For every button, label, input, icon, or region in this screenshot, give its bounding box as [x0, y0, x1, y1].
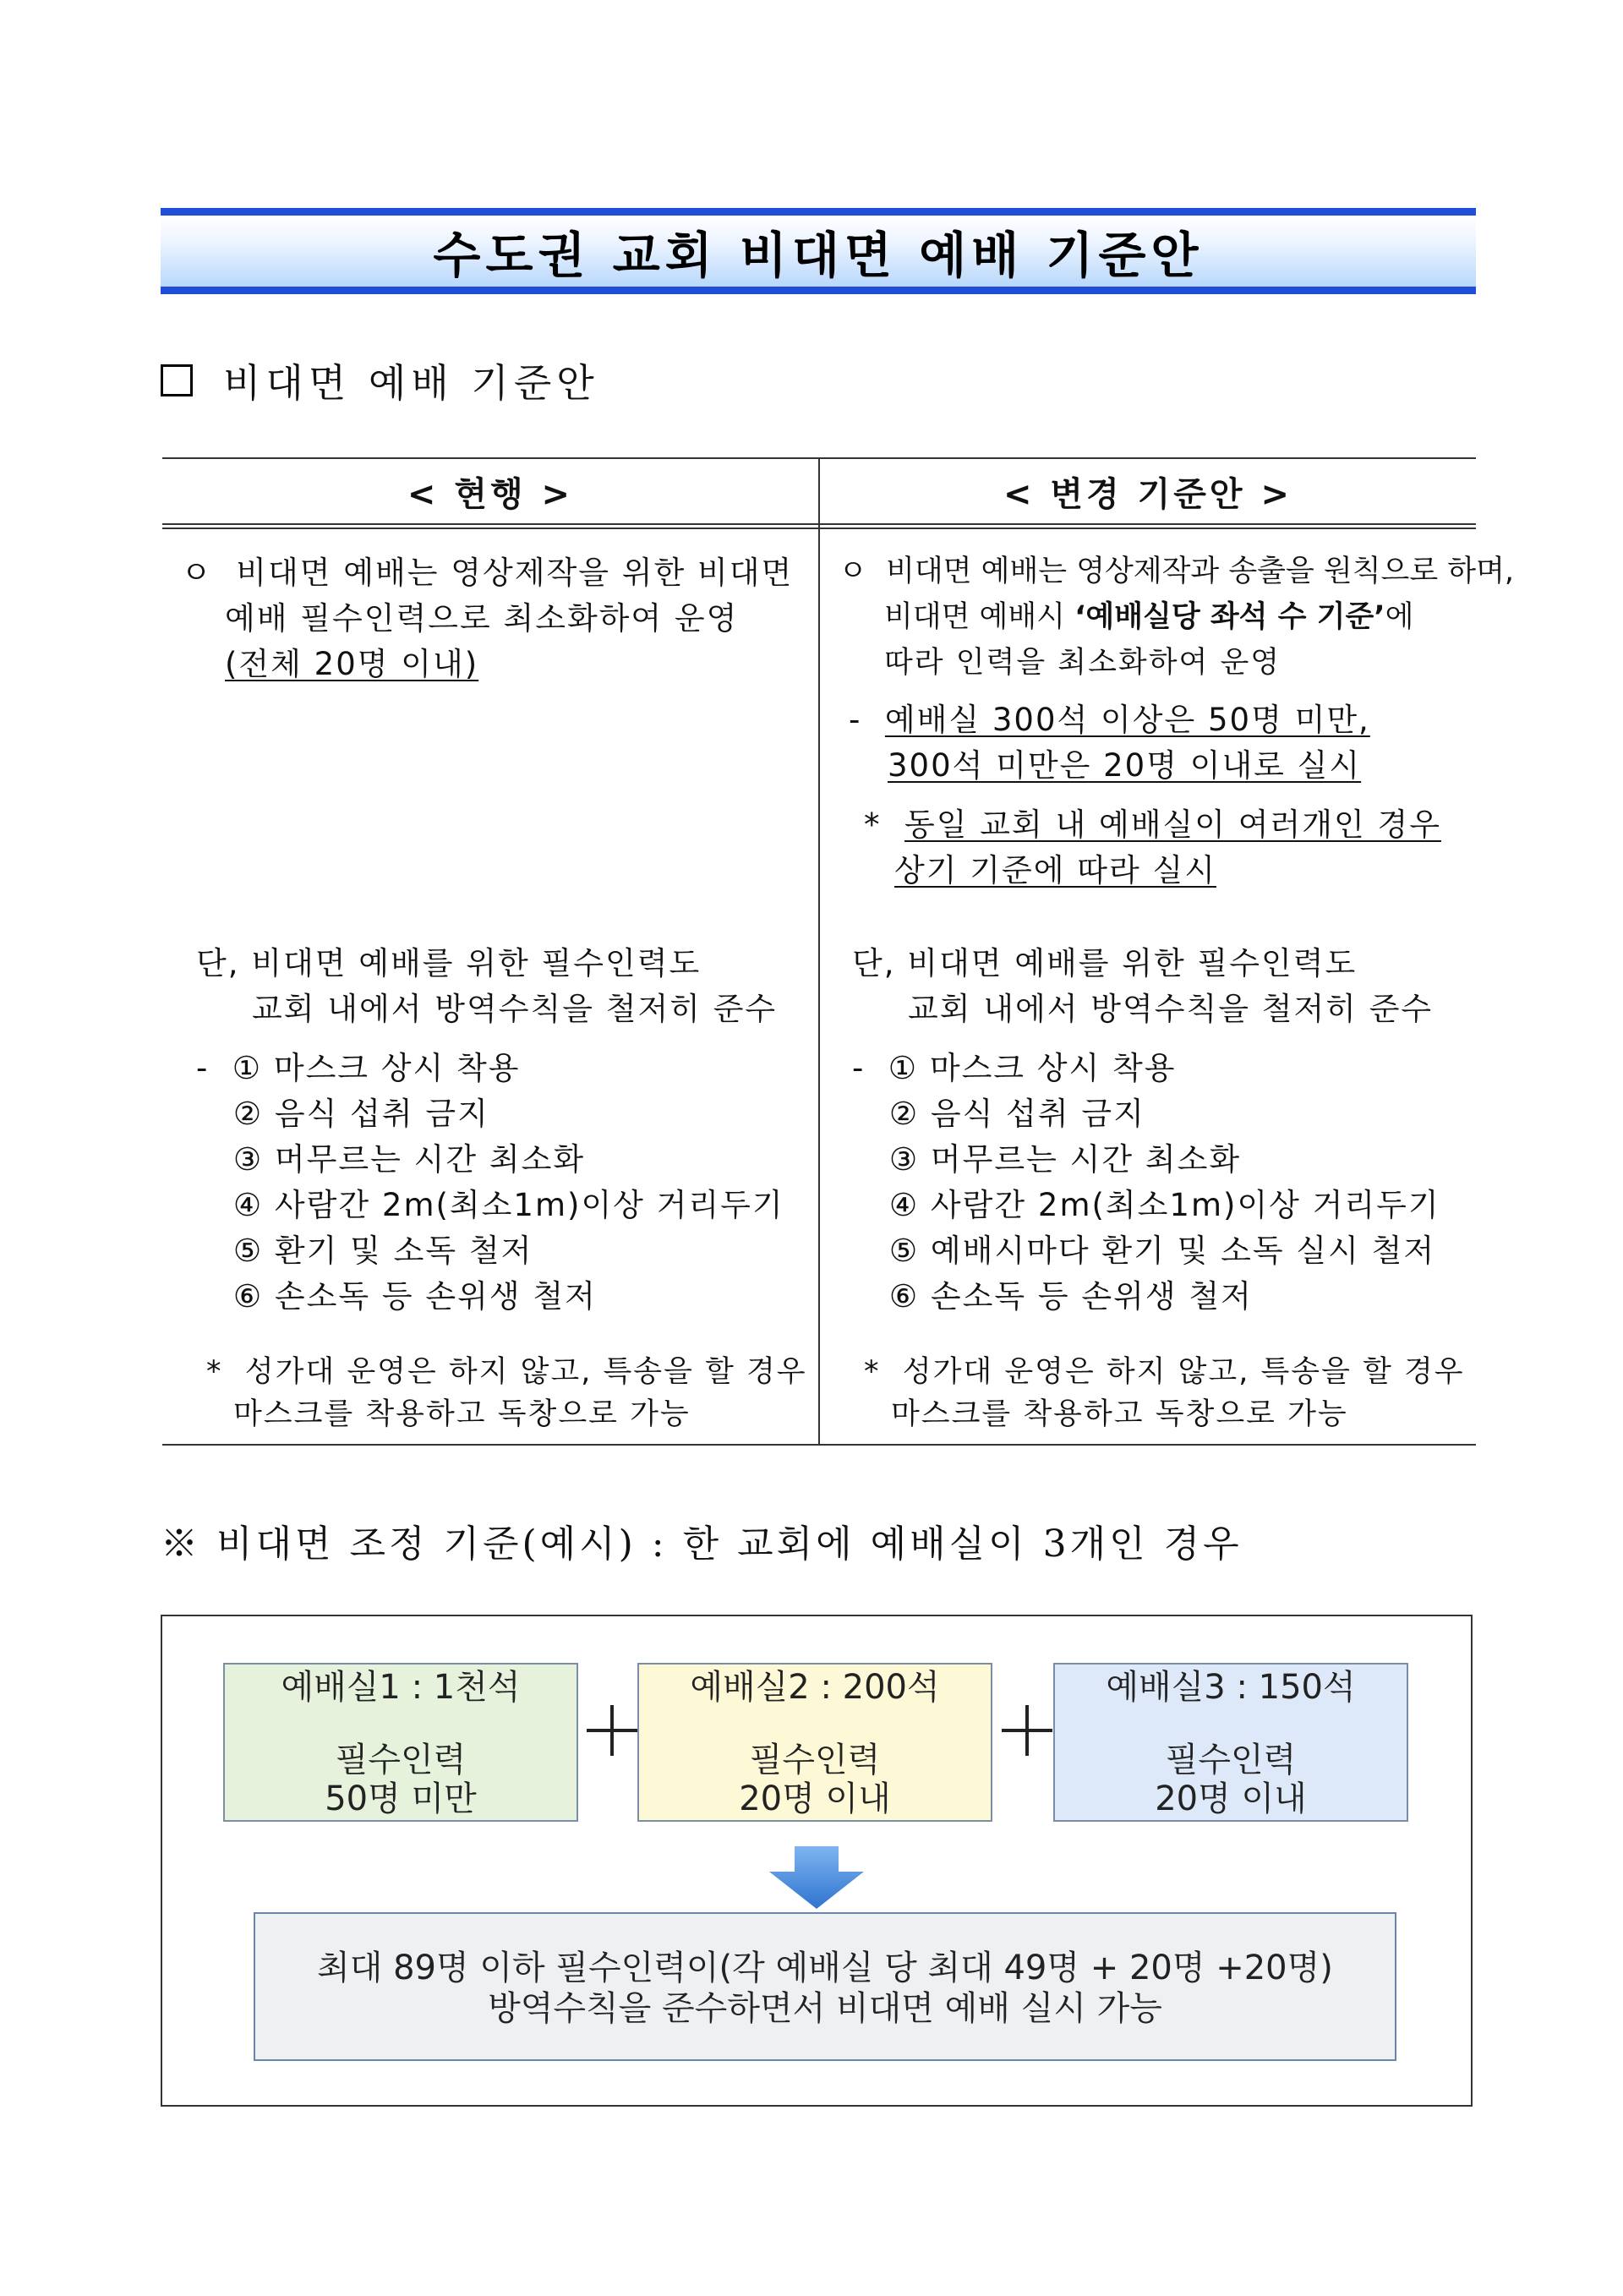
- dash-icon: -: [852, 1050, 866, 1086]
- checkbox-square-icon: [161, 364, 193, 396]
- room-staff: 필수인력 20명 이내: [1155, 1741, 1307, 1818]
- header-proposed: < 변경 기준안 >: [1003, 474, 1292, 514]
- result-line-2: 방역수칙을 준수하면서 비대면 예배 실시 가능: [488, 1989, 1162, 2028]
- proposed-seat-criteria: - 예배실 300석 이상은 50명 미만, 300석 미만은 20명 이내로 실시: [849, 702, 1370, 784]
- plus-icon: [1002, 1705, 1052, 1756]
- down-arrow-icon: [769, 1846, 864, 1909]
- example-diagram: [161, 1615, 1473, 2107]
- result-line-1: 최대 89명 이하 필수인력이(각 예배실 당 최대 49명 + 20명 +20명): [317, 1949, 1333, 1987]
- page-title: 수도권 교회 비대면 예배 기준안: [433, 227, 1204, 284]
- room-staff: 필수인력 50명 미만: [325, 1741, 477, 1818]
- room-staff: 필수인력 20명 이내: [739, 1741, 891, 1818]
- room-title: 예배실3 : 150석: [1106, 1668, 1356, 1707]
- result-box: [254, 1912, 1396, 2061]
- dash-icon: -: [196, 1050, 210, 1086]
- room-box-1: [223, 1663, 578, 1822]
- current-choir-note: * 성가대 운영은 하지 않고, 특송을 할 경우 마스크를 착용하고 독창으로 가능: [206, 1355, 807, 1431]
- bullet-icon: ㅇ: [839, 555, 867, 588]
- star-icon: *: [864, 1355, 881, 1389]
- column-divider: [818, 459, 820, 1444]
- header-divider: [162, 523, 1476, 529]
- comparison-table: [162, 457, 1515, 1446]
- proposed-rules: 단, 비대면 예배를 위한 필수인력도 교회 내에서 방역수칙을 철저히 준수 - ① 마스크 상시 착용 ② 음식 섭취 금지 ③ 머무르는 시간 최소화 ④ 사람간 2m(최소1m)이상 거리두기 ⑤ 예배시마다 환기 및 소독 실시 철저 ⑥ 손소독 등 손위생 철저: [852, 945, 1440, 1315]
- section-heading: [161, 353, 599, 407]
- current-rules: 단, 비대면 예배를 위한 필수인력도 교회 내에서 방역수칙을 철저히 준수 - ① 마스크 상시 착용 ② 음식 섭취 금지 ③ 머무르는 시간 최소화 ④ 사람간 2m(최소1m)이상 거리두기 ⑤ 환기 및 소독 철저 ⑥ 손소독 등 손위생 철저: [196, 945, 784, 1315]
- example-heading: ※ 비대면 조정 기준(예시) : 한 교회에 예배실이 3개인 경우: [161, 1522, 1243, 1566]
- proposed-policy: ㅇ 비대면 예배는 영상제작과 송출을 원칙으로 하며, 비대면 예배시 ‘예배실당 좌석 수 기준’에 따라 인력을 최소화하여 운영: [839, 555, 1515, 680]
- title-banner: [161, 208, 1476, 294]
- section-heading-text: 비대면 예배 기준안: [223, 360, 599, 406]
- star-icon: *: [864, 806, 882, 843]
- plus-icon: [587, 1705, 637, 1756]
- header-current: < 현행 >: [407, 474, 574, 514]
- dash-icon: -: [849, 702, 862, 738]
- room-title: 예배실1 : 1천석: [281, 1668, 521, 1707]
- current-policy: ㅇ 비대면 예배는 영상제작을 위한 비대면 예배 필수인력으로 최소화하여 운영 (전체 20명 이내): [181, 555, 794, 682]
- star-icon: *: [206, 1355, 223, 1389]
- room-box-3: [1053, 1663, 1408, 1822]
- proposed-choir-note: * 성가대 운영은 하지 않고, 특송을 할 경우 마스크를 착용하고 독창으로 가능: [864, 1355, 1465, 1431]
- proposed-multi-room-note: * 동일 교회 내 예배실이 여러개인 경우 상기 기준에 따라 실시: [864, 806, 1441, 888]
- room-title: 예배실2 : 200석: [690, 1668, 940, 1707]
- room-box-2: [637, 1663, 992, 1822]
- bullet-icon: ㅇ: [181, 555, 213, 591]
